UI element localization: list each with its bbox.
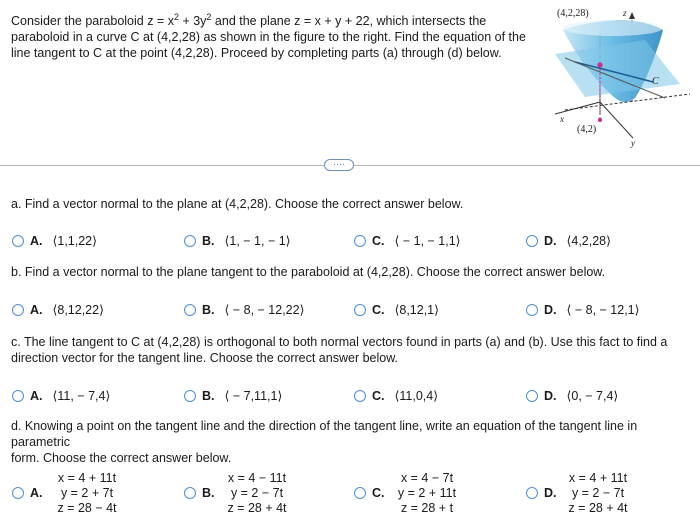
part-b-question: b. Find a vector normal to the plane tangent to the paraboloid at (4,2,28). Choose the correct answer below. xyxy=(11,265,606,279)
radio-button[interactable] xyxy=(526,487,538,499)
radio-button[interactable] xyxy=(526,235,538,247)
radio-button[interactable] xyxy=(184,487,196,499)
part-b-option-a[interactable]: A. ⟨8,12,22⟩ xyxy=(12,302,104,317)
part-d-option-b[interactable]: B. xyxy=(184,486,225,500)
problem-statement: Consider the paraboloid $z = x^2 + 3y^2$ and the plane z = x + y + 22, which intersects the paraboloid in a curve C at (4,2,28) as shown in the figure to the right. Find the equation of the line tangent to C at the point (4,2,28). Proceed by completing parts (a) through (d) below. xyxy=(11,12,526,61)
radio-button[interactable] xyxy=(354,235,366,247)
part-a-question: a. Find a vector normal to the plane at (4,2,28). Choose the correct answer below. xyxy=(11,197,464,211)
part-b-option-b[interactable]: B. ⟨ − 8, − 12,22⟩ xyxy=(184,302,304,317)
part-c-question: c. The line tangent to C at (4,2,28) is orthogonal to both normal vectors found in parts (a) and (b). Use this fact to find a direction vector for the tangent line. Choose the correct answer below. xyxy=(11,335,668,365)
y-label: y xyxy=(631,138,635,148)
part-d-question: d. Knowing a point on the tangent line and the direction of the tangent line, write an equation of the tangent line in parametric form. Choose the correct answer below. xyxy=(11,419,638,465)
part-a-option-d[interactable]: D. ⟨4,2,28⟩ xyxy=(526,233,611,248)
part-c-option-a[interactable]: A. ⟨11, − 7,4⟩ xyxy=(12,388,110,403)
radio-button[interactable] xyxy=(184,304,196,316)
part-c-option-c[interactable]: C. ⟨11,0,4⟩ xyxy=(354,388,438,403)
part-b-option-c[interactable]: C. ⟨8,12,1⟩ xyxy=(354,302,439,317)
radio-button[interactable] xyxy=(184,235,196,247)
curve-label: C xyxy=(652,76,659,87)
point-label: (4,2,28) xyxy=(557,8,589,19)
more-button[interactable]: ···· xyxy=(324,159,354,171)
part-d-option-a[interactable]: A. xyxy=(12,486,53,500)
radio-button[interactable] xyxy=(12,487,24,499)
radio-button[interactable] xyxy=(12,235,24,247)
z-label: z xyxy=(623,8,627,18)
part-c-option-d[interactable]: D. ⟨0, − 7,4⟩ xyxy=(526,388,618,403)
part-d-option-b-equations: x = 4 − 11t y = 2 − 7t z = 28 + 4t xyxy=(227,471,287,515)
part-d-option-d[interactable]: D. xyxy=(526,486,567,500)
part-a-option-a[interactable]: A. ⟨1,1,22⟩ xyxy=(12,233,97,248)
y-axis xyxy=(600,102,633,138)
radio-button[interactable] xyxy=(12,304,24,316)
radio-button[interactable] xyxy=(526,304,538,316)
base-label: (4,2) xyxy=(577,124,597,135)
part-b-option-d[interactable]: D. ⟨ − 8, − 12,1⟩ xyxy=(526,302,640,317)
x-axis xyxy=(555,102,600,114)
radio-button[interactable] xyxy=(526,390,538,402)
part-d-option-c-equations: x = 4 − 7t y = 2 + 11t z = 28 + t xyxy=(397,471,457,515)
part-d-option-a-equations: x = 4 + 11t y = 2 + 7t z = 28 − 4t xyxy=(57,471,117,515)
part-a-option-b[interactable]: B. ⟨1, − 1, − 1⟩ xyxy=(184,233,291,248)
part-a-option-c[interactable]: C. ⟨ − 1, − 1,1⟩ xyxy=(354,233,461,248)
radio-button[interactable] xyxy=(354,390,366,402)
part-d-option-c[interactable]: C. xyxy=(354,486,395,500)
paraboloid-figure xyxy=(545,2,695,150)
radio-button[interactable] xyxy=(354,304,366,316)
x-label: x xyxy=(560,114,564,124)
part-c-option-b[interactable]: B. ⟨ − 7,11,1⟩ xyxy=(184,388,282,403)
radio-button[interactable] xyxy=(184,390,196,402)
radio-button[interactable] xyxy=(354,487,366,499)
part-d-option-d-equations: x = 4 + 11t y = 2 − 7t z = 28 + 4t xyxy=(568,471,628,515)
radio-button[interactable] xyxy=(12,390,24,402)
